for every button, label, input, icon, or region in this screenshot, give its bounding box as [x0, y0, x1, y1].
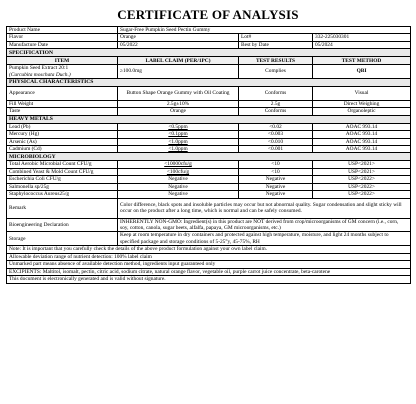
physical-row [7, 101, 411, 108]
micro-claim: Negative [118, 183, 239, 190]
product-row [7, 27, 411, 34]
metal-method: AOAC 993.14 [313, 123, 411, 130]
remark-row [7, 198, 411, 218]
document-title: CERTIFICATE OF ANALYSIS [117, 7, 299, 22]
spec-item-latin: (Curcubita moschata Duch.) [9, 71, 71, 78]
product-value: Sugar-Free Pumpkin Seed Pectin Gummy [118, 27, 411, 34]
metal-claim: <1.0ppm [118, 138, 239, 145]
spec-item [7, 65, 118, 79]
physical-method: Organoleptic [313, 108, 411, 115]
date-row [7, 41, 411, 48]
micro-claim: <100cfu/g [118, 168, 239, 175]
note-row [7, 253, 411, 261]
best-label: Best by Date [239, 41, 313, 48]
spec-section-title: SPECIFICATION [7, 49, 411, 57]
col-item: ITEM [7, 57, 118, 65]
physical-result: Conforms [239, 108, 313, 115]
micro-method: USP<2022> [313, 176, 411, 183]
flavor-label: Flavor [7, 34, 118, 41]
bio-text: INHERENTLY NON-GMO: Ingredient(s) in this product are NOT derived from crop/microorganisms of GM concern (i.e., corn, soy, cotton, canola, sugar beets, alfalfa, papaya, GM microorganisms, etc.) [118, 218, 411, 232]
micro-item: Staphylococcus Aureus25/g [7, 191, 118, 198]
disclaimer-row [7, 276, 411, 284]
spec-method: QBI [313, 65, 411, 79]
excipients-text: EXCIPIENTS: Maltitol, isomalt, pectin, citric acid, sodium citrate, natural orange flavor, vegetable oil, purple carrot juice concentrate, beta-carotene [7, 268, 411, 276]
metal-method: AOAC 993.14 [313, 146, 411, 153]
metal-item: Arsenic (As) [7, 138, 118, 145]
metal-claim: <0.5ppm [118, 123, 239, 130]
mfg-label: Manufacture Date [7, 41, 118, 48]
physical-claim: Orange [118, 108, 239, 115]
physical-claim: Button Shape Orange Gummy with Oil Coating [118, 87, 239, 101]
micro-row [7, 176, 411, 183]
physical-item: Fill Weight [7, 101, 118, 108]
bio-row [7, 218, 411, 232]
note-text: Unmarked part means absence of available detection method, ingredients input guaranteed only [7, 261, 411, 269]
metal-method: AOAC 993.14 [313, 131, 411, 138]
micro-section [7, 153, 411, 161]
flavor-value: Orange [118, 34, 239, 41]
metal-method: AOAC 993.14 [313, 138, 411, 145]
micro-method: USP<2022> [313, 183, 411, 190]
micro-result: <10 [239, 161, 313, 168]
metal-item: Mercury (Hg) [7, 131, 118, 138]
metals-row [7, 123, 411, 130]
bio-label: Bioengineering Declaration [7, 218, 118, 232]
spec-row [7, 65, 411, 79]
note-text: Allowable deviation range of nutrient detection: 100% label claim [7, 253, 411, 261]
physical-item: Taste [7, 108, 118, 115]
note-row [7, 261, 411, 269]
spec-item-name: Pumpkin Seed Extract 20:1 [9, 65, 69, 72]
metal-result: <0.02 [239, 123, 313, 130]
physical-claim: 2.5g±10% [118, 101, 239, 108]
physical-section-title: PHYSICAL CHARACTERISTICS [7, 79, 411, 87]
micro-row [7, 168, 411, 175]
physical-result: 2.5g [239, 101, 313, 108]
spec-claim: ≥100.0mg [118, 65, 239, 79]
metal-item: Lead (Pb) [7, 123, 118, 130]
metals-section-title: HEAVY METALS [7, 115, 411, 123]
micro-item: Salmonella sp/25g [7, 183, 118, 190]
physical-item: Appearance [7, 87, 118, 101]
micro-method: USP<2021> [313, 161, 411, 168]
col-claim: LABEL CLAIM (PER/1PC) [118, 57, 239, 65]
physical-row [7, 87, 411, 101]
micro-item: Escherichia Coli CFU/g [7, 176, 118, 183]
metal-result: <0.003 [239, 131, 313, 138]
lot-value: 332-225030301 [313, 34, 411, 41]
best-value: 05/2024 [313, 41, 411, 48]
product-label: Product Name [7, 27, 118, 34]
physical-section [7, 79, 411, 87]
remark-label: Remark [7, 198, 118, 218]
coa-table [6, 26, 411, 284]
note-text: Note: It is important that you carefully check the details of the above product formulation against your own label claim. [7, 246, 411, 254]
micro-result: Negative [239, 183, 313, 190]
metals-row [7, 146, 411, 153]
micro-claim: Negative [118, 176, 239, 183]
excipients-row [7, 268, 411, 276]
physical-method: Direct Weighing [313, 101, 411, 108]
metal-result: <0.010 [239, 138, 313, 145]
micro-item: Combined Yeast & Mold Count CFU/g [7, 168, 118, 175]
spec-result: Complies [239, 65, 313, 79]
micro-row [7, 191, 411, 198]
col-result: TEST RESULTS [239, 57, 313, 65]
physical-method: Visual [313, 87, 411, 101]
micro-claim: Negative [118, 191, 239, 198]
micro-claim: <10000cfu/g [118, 161, 239, 168]
micro-row [7, 161, 411, 168]
disclaimer-text: This document is electronically generated and is valid without signature. [7, 276, 411, 284]
metals-section [7, 115, 411, 123]
metal-item: Cadmium (Cd) [7, 146, 118, 153]
micro-result: <10 [239, 168, 313, 175]
storage-text: Keep at room temperature in dry containers and protected against high temperature, moisture, and light 24 months subject to specified package and storage conditions of 5-25°y, 45-75%, RH [118, 232, 411, 246]
metals-row [7, 131, 411, 138]
metal-claim: <1.0ppm [118, 146, 239, 153]
micro-method: USP<2022> [313, 191, 411, 198]
micro-item: Total Aerobic Microbial Count CFU/g [7, 161, 118, 168]
note-row [7, 246, 411, 254]
micro-method: USP<2021> [313, 168, 411, 175]
micro-row [7, 183, 411, 190]
col-method: TEST METHOD [313, 57, 411, 65]
physical-result: Conforms [239, 87, 313, 101]
micro-result: Negative [239, 176, 313, 183]
flavor-row [7, 34, 411, 41]
metal-claim: <0.1ppm [118, 131, 239, 138]
physical-row [7, 108, 411, 115]
mfg-value: 05/2022 [118, 41, 239, 48]
micro-result: Negative [239, 191, 313, 198]
storage-row [7, 232, 411, 246]
spec-section [7, 49, 411, 57]
remark-text: Color difference, black spots and insoluble particles may occur but not abnormal quality. Sugar condensation and slight sticky will occur on the product after a long time, which is normal and can be safely consumed. [118, 198, 411, 218]
micro-section-title: MICROBIOLOGY [7, 153, 411, 161]
storage-label: Storage [7, 232, 118, 246]
spec-header [7, 57, 411, 65]
metals-row [7, 138, 411, 145]
lot-label: Lot# [239, 34, 313, 41]
metal-result: <0.001 [239, 146, 313, 153]
